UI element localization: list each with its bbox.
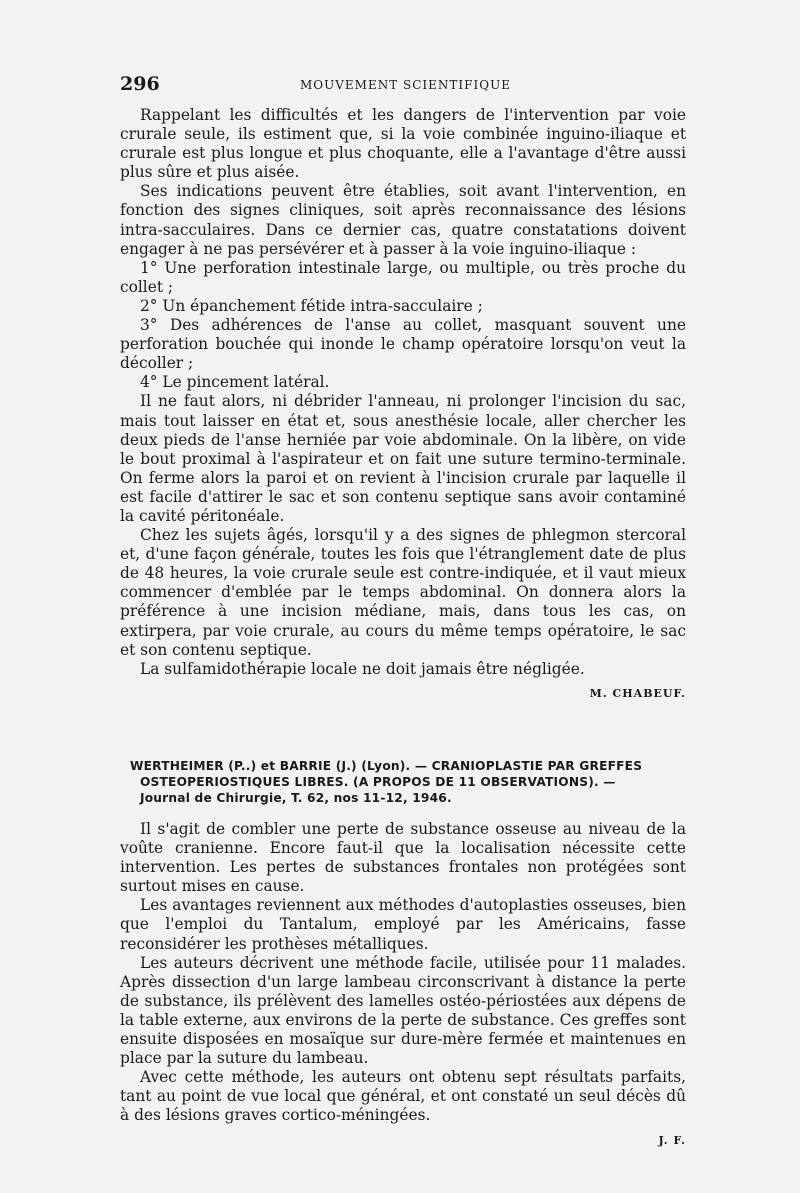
running-title: MOUVEMENT SCIENTIFIQUE [300,78,511,92]
reference-journal: Journal de Chirurgie, T. 62, nos 11-12, 1946. [140,791,452,805]
list-item: 4° Le pincement latéral. [140,373,330,392]
review-chabeuf [120,106,686,703]
page-number: 296 [120,73,160,95]
review-jf [120,820,686,1150]
paragraph: Les avantages reviennent aux méthodes d'autoplasties osseuses, bien que l'emploi du Tantalum, employé par les Américains, fasse reconsidérer les prothèses métalliques. [120,896,686,953]
paragraph: Ses indications peuvent être établies, soit avant l'intervention, en fonction des signes cliniques, soit après reconnaissance des lésions intra-sacculaires. Dans ce dernier cas, quatre constatations doivent engager à ne pas persévérer et à passer à la voie inguino-iliaque : [120,182,686,258]
paragraph: Il s'agit de combler une perte de substance osseuse au niveau de la voûte cranienne. Encore faut-il que la localisation nécessite cette intervention. Les pertes de substances frontales non protégées sont surtout mises en cause. [120,820,686,896]
bibliographic-reference [130,758,690,806]
reference-authors: WERTHEIMER (P..) et BARRIE (J.) (Lyon). — [130,759,428,773]
paragraph: Rappelant les difficultés et les dangers de l'intervention par voie crurale seule, ils estiment que, si la voie combinée inguino-iliaque et crurale est plus longue et plus choquante, elle a l'avantage d'être aussi plus sûre et plus aisée. [120,106,686,182]
list-item: 1° Une perforation intestinale large, ou multiple, ou très proche du collet ; [120,258,686,296]
reference-title: CRANIOPLASTIE PAR GREFFES [431,759,643,773]
paragraph: Avec cette méthode, les auteurs ont obtenu sept résultats parfaits, tant au point de vue local que général, et ont constaté un seul décès dû à des lésions graves cortico-méningées. [120,1068,686,1125]
paragraph: La sulfamidothérapie locale ne doit jamais être négligée. [140,659,585,678]
paragraph: Chez les sujets âgés, lorsqu'il y a des signes de phlegmon stercoral et, d'une façon générale, toutes les fois que l'étranglement date de plus de 48 heures, la voie crurale seule est contre-indiquée, et il vaut mieux commencer d'emblée par le temps abdominal. On donnera alors la préférence à une incision médiane, mais, dans tous les cas, on extirpera, par voie crurale, au cours du même temps opératoire, le sac et son contenu septique. [120,526,686,659]
list-item: 3° Des adhérences de l'anse au collet, masquant souvent une perforation bouchée qui inonde le champ opératoire lorsqu'on veut la décoller ; [120,316,686,373]
page-header [120,73,688,97]
signature: J. F. [658,1133,686,1147]
paragraph: Les auteurs décrivent une méthode facile, utilisée pour 11 malades. Après dissection d'un large lambeau circonscrivant à distance la perte de substance, ils prélèvent des lamelles ostéo-périostées aux dépens de la table externe, aux environs de la perte de substance. Ces greffes sont ensuite disposées en mosaïque sur dure-mère fermée et maintenues en place par la suture du lambeau. [120,953,686,1068]
reference-title-continued: OSTEOPERIOSTIQUES LIBRES. (A PROPOS DE 11 OBSERVATIONS). — [140,775,616,789]
signature: M. CHABEUF. [589,686,686,700]
paragraph: Il ne faut alors, ni débrider l'anneau, ni prolonger l'incision du sac, mais tout laisser en état et, sous anesthésie locale, aller chercher les deux pieds de l'anse herniée par voie abdominale. On la libère, on vide le bout proximal à l'aspirateur et on fait une suture termino-terminale. On ferme alors la paroi et on revient à l'incision crurale par laquelle il est facile d'attirer le sac et son contenu septique sans avoir contaminé la cavité péritonéale. [120,392,686,525]
list-item: 2° Un épanchement fétide intra-sacculaire ; [140,296,483,315]
